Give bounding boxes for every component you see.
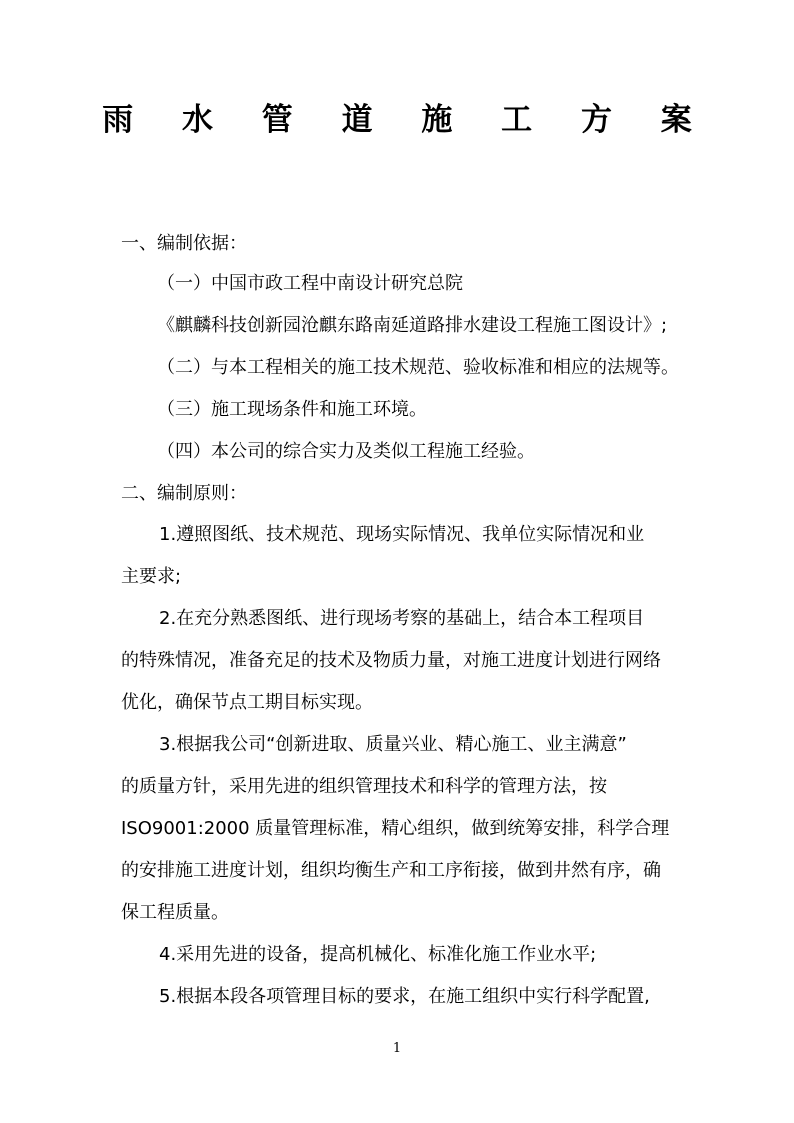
page-number: 1 xyxy=(392,1041,402,1056)
principle-3-line-2: 的质量方针，采用先进的组织管理技术和科学的管理方法，按 xyxy=(121,776,607,797)
basis-item-1: （一）中国市政工程中南设计研究总院 xyxy=(157,273,463,294)
principle-2-line-1: 2.在充分熟悉图纸、进行现场考察的基础上，结合本工程项目 xyxy=(159,608,645,629)
principle-3-line-1: 3.根据我公司“创新进取、质量兴业、精心施工、业主满意” xyxy=(159,734,627,755)
principle-3-line-5: 保工程质量。 xyxy=(121,902,229,923)
basis-item-4: （四）本公司的综合实力及类似工程施工经验。 xyxy=(157,441,535,462)
principle-3-line-3: ISO9001:2000 质量管理标准，精心组织，做到统筹安排，科学合理 xyxy=(121,818,670,839)
basis-item-2: （二）与本工程相关的施工技术规范、验收标准和相应的法规等。 xyxy=(157,357,679,378)
principle-5-line-1: 5.根据本段各项管理目标的要求，在施工组织中实行科学配置, xyxy=(159,986,650,1007)
basis-item-3: （三）施工现场条件和施工环境。 xyxy=(157,399,427,420)
principle-2-line-3: 优化，确保节点工期目标实现。 xyxy=(121,692,373,713)
section-heading-basis: 一、编制依据： xyxy=(121,233,247,254)
principle-4-line-1: 4.采用先进的设备，提高机械化、标准化施工作业水平; xyxy=(159,944,597,965)
section-heading-principles: 二、编制原则： xyxy=(121,483,247,504)
principle-1-line-1: 1.遵照图纸、技术规范、现场实际情况、我单位实际情况和业 xyxy=(159,524,645,545)
principle-3-line-4: 的安排施工进度计划，组织均衡生产和工序衔接，做到井然有序，确 xyxy=(121,860,661,881)
principle-2-line-2: 的特殊情况，准备充足的技术及物质力量，对施工进度计划进行网络 xyxy=(121,650,661,671)
document-title: 雨 水 管 道 施 工 方 案 xyxy=(102,102,711,138)
principle-1-line-2: 主要求; xyxy=(121,566,182,587)
basis-item-1-continued: 《麒麟科技创新园沧麒东路南延道路排水建设工程施工图设计》; xyxy=(157,315,668,336)
